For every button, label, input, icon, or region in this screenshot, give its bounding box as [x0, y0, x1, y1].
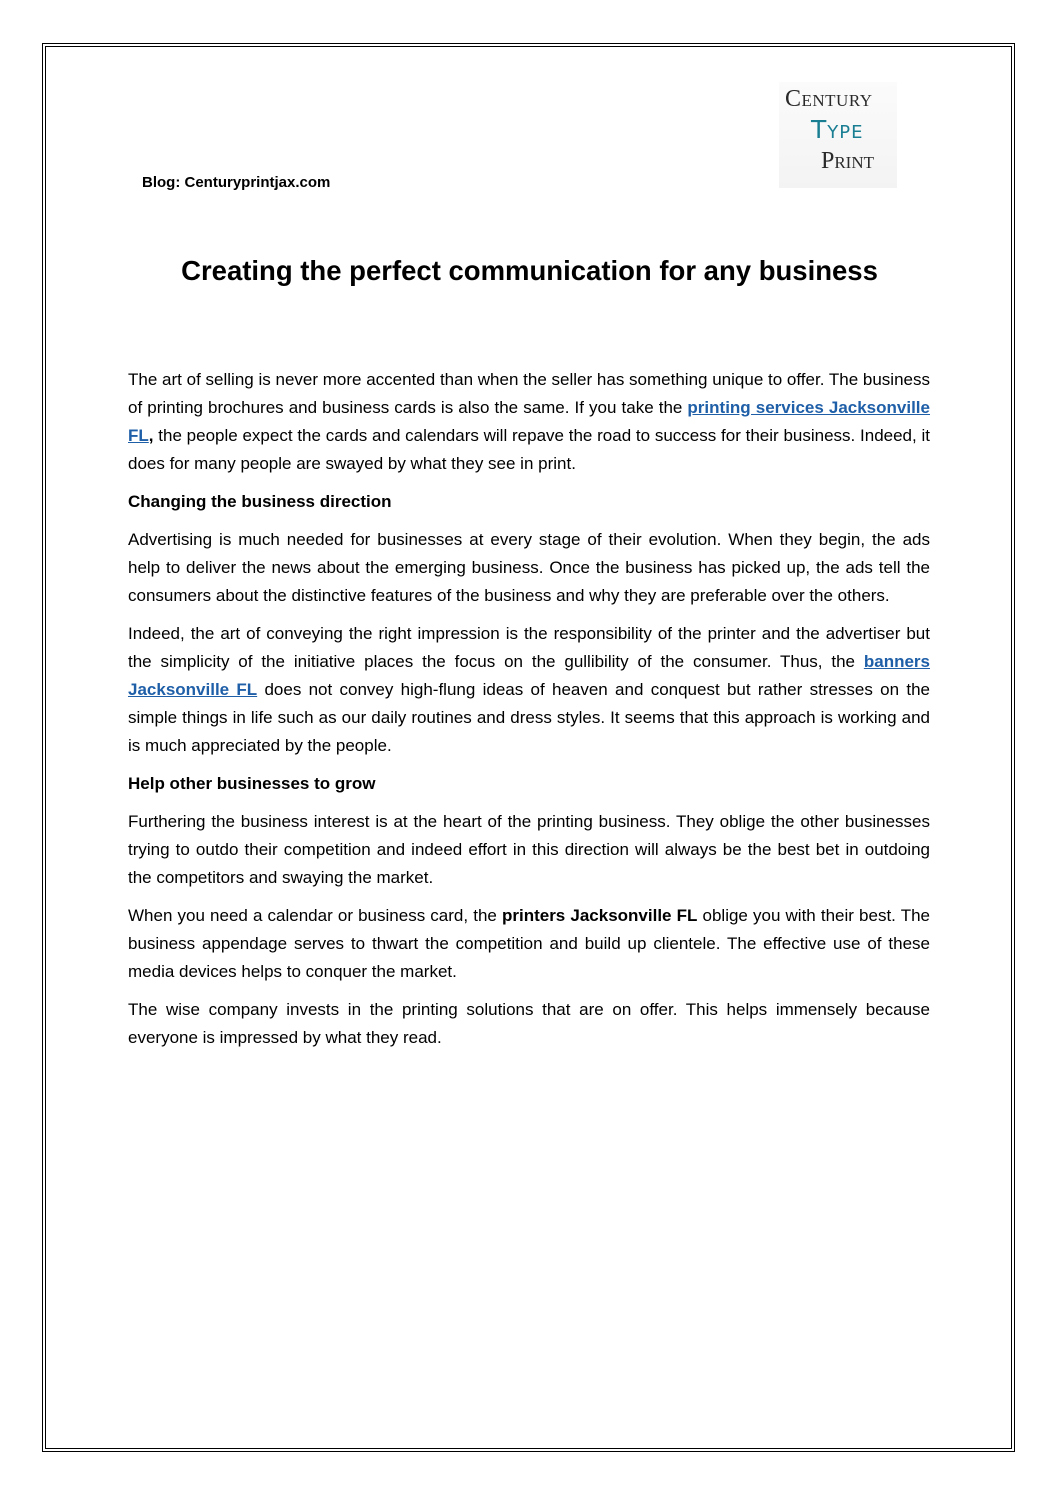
paragraph-intro-comma: ,: [148, 426, 154, 445]
paragraph-intro: [128, 366, 930, 478]
paragraph-advertising: Advertising is much needed for businesses at every stage of their evolution. When they begin, the ads help to deliver the news about the emerging business. Once the business has picked up, the ads tell the consumers about the distinctive features of the business and why they are preferable over the others.: [128, 530, 930, 605]
printers-jacksonville-bold: printers Jacksonville FL: [501, 906, 698, 925]
heading-help-businesses: Help other businesses to grow: [128, 774, 376, 793]
logo-line-print: Print: [821, 148, 875, 174]
article-body: [128, 366, 930, 1062]
heading-changing-direction: Changing the business direction: [128, 492, 392, 511]
paragraph-impression-text-2: does not convey high-flung ideas of heaven and conquest but rather stresses on the simple things in life such as our daily routines and dress styles. It seems that this approach is working and is much appreciated by the people.: [128, 680, 930, 755]
banners-link[interactable]: banners Jacksonville FL: [128, 652, 930, 699]
paragraph-furthering: Furthering the business interest is at the heart of the printing business. They oblige the other businesses trying to outdo their competition and indeed effort in this direction will always be the best bet in outdoing the competitors and swaying the market.: [128, 812, 930, 887]
paragraph-intro-text-1: The art of selling is never more accented than when the seller has something unique to offer. The business of printing brochures and business cards is also the same. If you take the: [128, 370, 930, 417]
logo-line-century: Century: [785, 86, 873, 112]
printing-services-link[interactable]: printing services Jacksonville FL: [128, 398, 930, 445]
paragraph-calendar-text-2: oblige you with their best. The business appendage serves to thwart the competition and build up clientele. The effective use of these media devices helps to conquer the market.: [128, 906, 930, 981]
page-title: Creating the perfect communication for any business: [181, 255, 878, 286]
paragraph-calendar: [128, 902, 930, 986]
paragraph-impression-text-1: Indeed, the art of conveying the right impression is the responsibility of the printer and the advertiser but the simplicity of the initiative places the focus on the gullibility of the consumer. Thus, the: [128, 624, 930, 671]
logo-line-type: Type: [811, 115, 864, 144]
paragraph-impression: [128, 620, 930, 760]
century-type-print-logo: [779, 82, 897, 188]
blog-url-line: Blog: Centuryprintjax.com: [142, 174, 331, 191]
paragraph-calendar-text-1: When you need a calendar or business card, the: [128, 906, 502, 925]
paragraph-intro-text-2: the people expect the cards and calendars will repave the road to success for their business. Indeed, it does for many people are swayed by what they see in print.: [128, 426, 930, 473]
paragraph-wise-company: The wise company invests in the printing solutions that are on offer. This helps immensely because everyone is impressed by what they read.: [128, 1000, 930, 1047]
